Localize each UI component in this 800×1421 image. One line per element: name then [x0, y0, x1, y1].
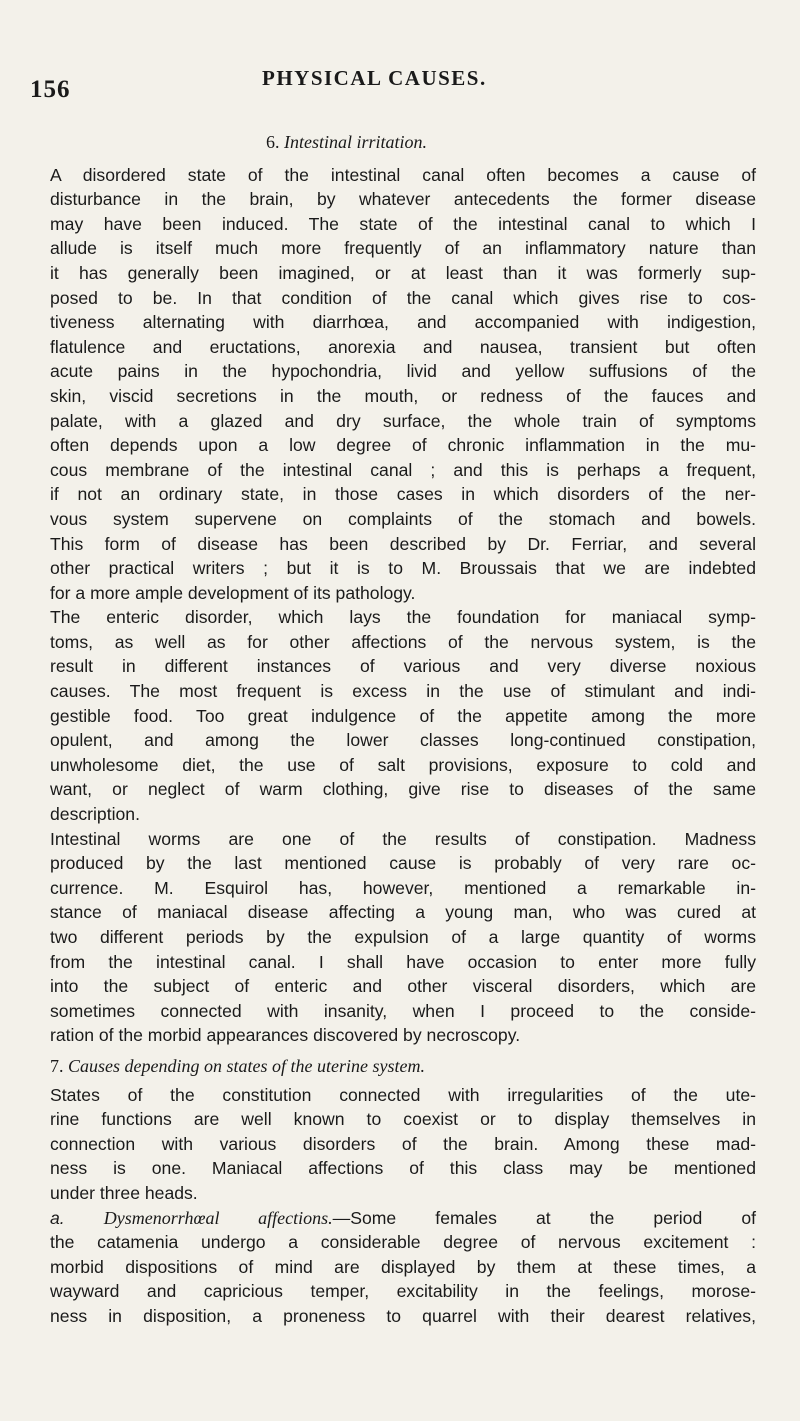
text-line: for a more ample development of its pathology. — [50, 582, 416, 603]
text-line: This form of disease has been described by Dr. Ferriar, and several — [50, 533, 756, 554]
text-line: the catamenia undergo a considerable degree of nervous excitement : — [50, 1232, 756, 1253]
text-line: connection with various disorders of the brain. Among these mad- — [50, 1133, 756, 1154]
text-line: want, or neglect of warm clothing, give rise to diseases of the same — [50, 779, 756, 800]
subsection-a-title: Dysmenorrhœal affections. — [103, 1207, 333, 1228]
text-line: skin, viscid secretions in the mouth, or redness of the fauces and — [50, 385, 756, 406]
text-line: may have been induced. The state of the intestinal canal to which I — [50, 213, 756, 234]
page-number: 156 — [30, 76, 71, 103]
text-line: other practical writers ; but it is to M. Broussais that we are indebted — [50, 558, 756, 579]
section-7-heading — [50, 1054, 756, 1079]
section-6-text — [50, 163, 756, 1048]
text-line: it has generally been imagined, or at least than it was formerly sup- — [50, 262, 756, 283]
text-line: under three heads. — [50, 1182, 198, 1203]
text-line: disturbance in the brain, by whatever antecedents the former disease — [50, 189, 756, 210]
text-line: wayward and capricious temper, excitability in the feelings, morose- — [50, 1281, 756, 1302]
text-line: ness in disposition, a proneness to quarrel with their dearest relatives, — [50, 1305, 756, 1326]
subsection-a-first-line-rest: —Some females at the period of — [332, 1207, 756, 1228]
text-line: two different periods by the expulsion of a large quantity of worms — [50, 927, 756, 947]
section-7-text — [50, 1083, 756, 1206]
text-line: from the intestinal canal. I shall have occasion to enter more fully — [50, 951, 756, 972]
text-line: description. — [50, 804, 140, 825]
text-line: causes. The most frequent is excess in the use of stimulant and indi- — [50, 681, 756, 702]
text-line: vous system supervene on complaints of the stomach and bowels. — [50, 508, 756, 529]
subsection-a-first-line — [50, 1206, 756, 1231]
section-6-heading — [50, 130, 756, 155]
text-line: morbid dispositions of mind are displayed by them at these times, a — [50, 1256, 756, 1277]
text-line: Intestinal worms are one of the results of constipation. Madness — [50, 828, 756, 849]
subsection-a-text — [50, 1230, 756, 1328]
text-line: rine functions are well known to coexist or to display themselves in — [50, 1109, 756, 1130]
text-line: unwholesome diet, the use of salt provisions, exposure to cold and — [50, 754, 756, 775]
text-line: into the subject of enteric and other visceral disorders, which are — [50, 976, 756, 997]
text-line: toms, as well as for other affections of the nervous system, is the — [50, 631, 756, 652]
text-line: sometimes connected with insanity, when I proceed to the conside- — [50, 1000, 756, 1021]
text-line: gestible food. Too great indulgence of the appetite among the more — [50, 705, 756, 726]
running-title: PHYSICAL CAUSES. — [262, 66, 487, 90]
text-line: opulent, and among the lower classes long-continued constipation, — [50, 730, 756, 751]
section-7-number: 7. — [50, 1055, 64, 1076]
text-line: palate, with a glazed and dry surface, the whole train of symptoms — [50, 410, 756, 431]
text-line: A disordered state of the intestinal canal often becomes a cause of — [50, 164, 756, 185]
text-line: stance of maniacal disease affecting a young man, who was cured at — [50, 902, 756, 923]
text-line: result in different instances of various and very diverse noxious — [50, 656, 756, 677]
page-body — [50, 130, 756, 1329]
text-line: acute pains in the hypochondria, livid and yellow suffusions of the — [50, 361, 756, 382]
section-7-title: Causes depending on states of the uterine system. — [68, 1055, 425, 1076]
section-6-title: Intestinal irritation. — [284, 132, 428, 152]
text-line: often depends upon a low degree of chronic inflammation in the mu- — [50, 435, 756, 456]
text-line: currence. M. Esquirol has, however, mentioned a remarkable in- — [50, 877, 756, 898]
section-6-number: 6. — [266, 132, 280, 152]
text-line: States of the constitution connected with irregularities of the ute- — [50, 1084, 756, 1105]
text-line: produced by the last mentioned cause is probably of very rare oc- — [50, 853, 756, 874]
text-line: ness is one. Maniacal affections of this class may be mentioned — [50, 1158, 756, 1179]
running-head — [30, 58, 770, 103]
text-line: if not an ordinary state, in those cases in which disorders of the ner- — [50, 484, 756, 505]
text-line: flatulence and eructations, anorexia and nausea, transient but often — [50, 336, 756, 357]
text-line: ration of the morbid appearances discovered by necroscopy. — [50, 1025, 521, 1046]
text-line: allude is itself much more frequently of an inflammatory nature than — [50, 238, 756, 259]
text-line: posed to be. In that condition of the canal which gives rise to cos- — [50, 287, 756, 308]
text-line: cous membrane of the intestinal canal ; and this is perhaps a frequent, — [50, 459, 756, 480]
text-line: The enteric disorder, which lays the foundation for maniacal symp- — [50, 607, 756, 628]
text-line: tiveness alternating with diarrhœa, and accompanied with indigestion, — [50, 312, 756, 333]
subsection-a-label: a. — [50, 1207, 65, 1228]
